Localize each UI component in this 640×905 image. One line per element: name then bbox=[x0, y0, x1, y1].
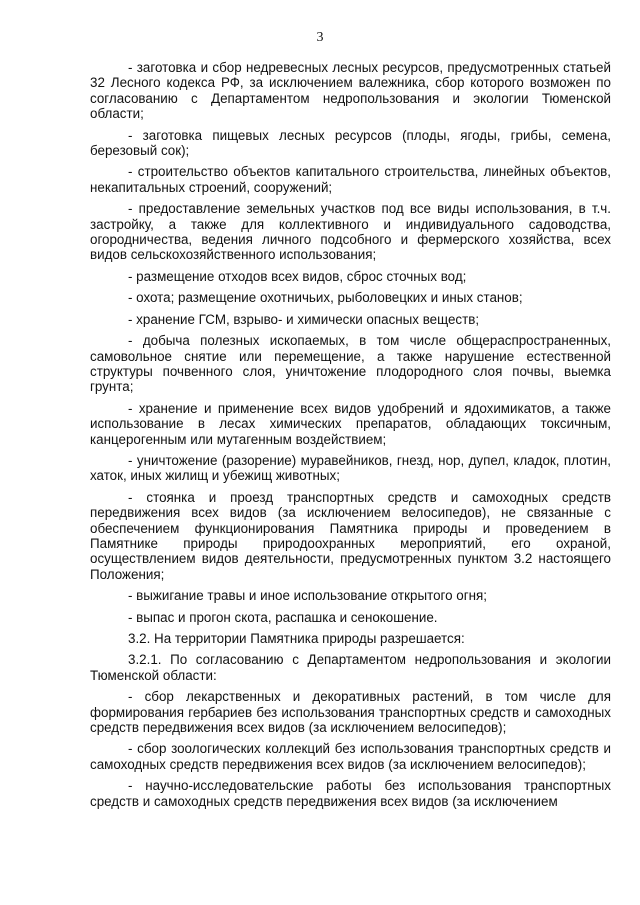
paragraph-2: - заготовка пищевых лесных ресурсов (плоды, ягоды, грибы, семена, березовый сок); bbox=[90, 127, 611, 159]
paragraph-10: - уничтожение (разорение) муравейников, гнезд, нор, дупел, кладок, плотин, хаток, иных жилищ и убежищ животных; bbox=[90, 452, 611, 484]
paragraph-4: - предоставление земельных участков под все виды использования, в т.ч. застройку, а также для коллективного и индивидуального садоводства, огородничества, ведения личного подсобного и фермерского хозяйства, всех видов сельскохозяйственного использования; bbox=[90, 201, 611, 263]
page-number: 3 bbox=[316, 30, 324, 45]
paragraph-11: - стоянка и проезд транспортных средств и самоходных средств передвижения всех видов (за исключением велосипедов), не связанные с обеспечением функционирования Памятника природы и проведением в Памятнике природы природоохранных мероприятий, его охраной, осуществлением видов деятельности, предусмотренных пунктом 3.2 настоящего Положения; bbox=[90, 489, 611, 582]
paragraph-6: - охота; размещение охотничьих, рыболовецких и иных станов; bbox=[128, 290, 523, 306]
paragraph-16: - сбор лекарственных и декоративных растений, в том числе для формирования гербариев без использования транспортных средств и самоходных средств передвижения всех видов (за исключением велосипедов); bbox=[90, 689, 611, 736]
paragraph-12: - выжигание травы и иное использование открытого огня; bbox=[128, 588, 487, 604]
paragraph-7: - хранение ГСМ, взрыво- и химически опасных веществ; bbox=[128, 311, 480, 327]
document-body bbox=[90, 60, 611, 815]
paragraph-8: - добыча полезных ископаемых, в том числе общераспространенных, самовольное снятие или перемещение, а также нарушение естественной структуры почвенного слоя, уничтожение плодородного слоя почвы, выемка грунта; bbox=[90, 333, 611, 395]
paragraph-5: - размещение отходов всех видов, сброс сточных вод; bbox=[128, 268, 467, 284]
paragraph-18: - научно-исследовательские работы без использования транспортных средств и самоходных средств передвижения всех видов (за исключением bbox=[90, 778, 611, 809]
paragraph-17: - сбор зоологических коллекций без использования транспортных средств и самоходных средств передвижения всех видов (за исключением велосипедов); bbox=[90, 741, 611, 772]
paragraph-13: - выпас и прогон скота, распашка и сенокошение. bbox=[128, 609, 438, 625]
paragraph-1: - заготовка и сбор недревесных лесных ресурсов, предусмотренных статьей 32 Лесного кодекса РФ, за исключением валежника, сбор которого возможен по согласованию с Департаментом недропользования и экологии Тюменской области; bbox=[90, 60, 611, 122]
paragraph-9: - хранение и применение всех видов удобрений и ядохимикатов, а также использование в лесах химических препаратов, обладающих токсичным, канцерогенным или мутагенным воздействием; bbox=[90, 400, 611, 447]
paragraph-3: - строительство объектов капитального строительства, линейных объектов, некапитальных строений, сооружений; bbox=[90, 164, 611, 195]
section-heading-3-2: 3.2. На территории Памятника природы разрешается: bbox=[128, 631, 465, 646]
subsection-heading-3-2-1: 3.2.1. По согласованию с Департаментом недропользования и экологии Тюменской области: bbox=[90, 652, 611, 683]
